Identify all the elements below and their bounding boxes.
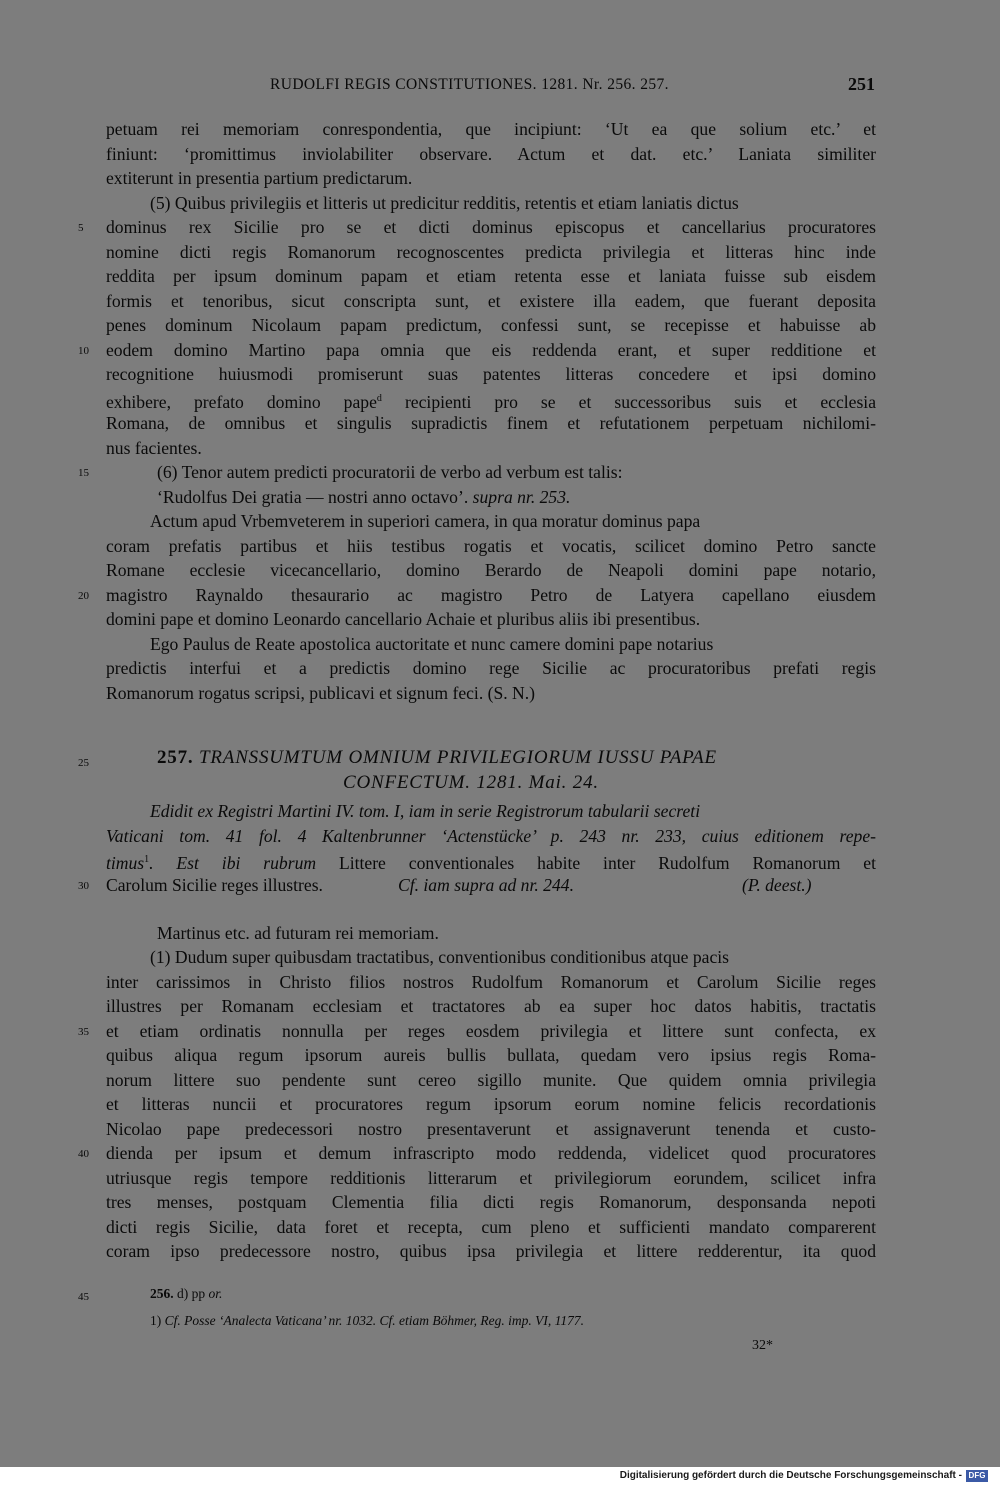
- text-line: (5) Quibus privilegiis et litteris ut predicitur redditis, retentis et etiam laniatis dictus: [150, 193, 739, 213]
- text-line: tres menses, postquam Clementia filia dicti regis Romanorum, desponsanda nepoti: [106, 1192, 876, 1212]
- funding-credit: Digitalisierung gefördert durch die Deutsche Forschungsgemeinschaft -: [619, 1470, 962, 1481]
- editorial-line: Cf. iam supra ad nr. 244.: [398, 875, 574, 895]
- text-line: Nicolao pape predecessori nostro presentaverunt et assignaverunt tenenda et custo-: [106, 1119, 876, 1139]
- line-number: 45: [78, 1291, 89, 1303]
- text-line: domini pape et domino Leonardo cancellario Achaie et pluribus aliis ibi presentibus.: [106, 609, 701, 629]
- text-line: et etiam ordinatis nonnulla per reges eosdem privilegia et littere sunt confecta, ex: [106, 1021, 876, 1041]
- text-line: dominus rex Sicilie pro se et dicti dominus episcopus et cancellarius procuratores: [106, 217, 876, 237]
- text-line: Romana, de omnibus et singulis supradictis finem et refutationem perpetuam nichilomi-: [106, 413, 876, 433]
- editorial-line: Carolum Sicilie reges illustres.: [106, 875, 323, 895]
- text-line: exhibere, prefato domino pape$^d$ recipienti pro se et successoribus suis et ecclesia: [106, 391, 877, 412]
- editorial-line: Edidit ex Registri Martini IV. tom. I, iam in serie Registrorum tabularii secreti: [150, 801, 701, 821]
- text-line: norum littere suo pendente sunt cereo sigillo munite. Que quidem omnia privilegia: [106, 1070, 876, 1090]
- section-number: 257.: [157, 747, 194, 768]
- line-number: 40: [78, 1148, 89, 1160]
- text-line: formis et tenoribus, sicut conscripta sunt, et existere illa eadem, que fuerant deposita: [106, 291, 876, 311]
- text-line: penes dominum Nicolaum papam predictum, confessi sunt, se recepisse et habuisse ab: [106, 315, 876, 335]
- footnote-marker: d: [376, 393, 382, 404]
- text-line: Martinus etc. ad futuram rei memoriam.: [157, 923, 439, 943]
- line-number: 15: [78, 467, 89, 479]
- signature-mark: 32*: [752, 1338, 773, 1353]
- text-line: magistro Raynaldo thesaurario ac magistro Petro de Latyera capellano eiusdem: [106, 585, 876, 605]
- text-line: dicti regis Sicilie, data foret et recepta, cum pleno et sufficienti mandato comparerent: [106, 1217, 876, 1237]
- footnote-1: 1) Cf. Posse ‘Analecta Vaticana’ nr. 1032. Cf. etiam Böhmer, Reg. imp. VI, 1177.: [150, 1313, 584, 1328]
- dfg-logo-icon: DFG: [966, 1470, 988, 1482]
- footnote-marker: 1: [144, 854, 150, 865]
- text-line: et litteras nuncii et procuratores regum ipsorum eorum nomine felicis recordationis: [106, 1094, 876, 1114]
- text-line: Romanorum rogatus scripsi, publicavi et signum feci. (S. N.): [106, 683, 536, 703]
- text-line: predictis interfui et a predictis domino rege Sicilie ac procuratoribus prefati regis: [106, 658, 876, 678]
- line-number: 5: [78, 222, 84, 234]
- text-line: utriusque regis tempore redditionis litterarum et privilegiorum eorundem, scilicet infra: [106, 1168, 876, 1188]
- text-line: coram ipso predecessore nostro, quibus ipsa privilegia et littere redderentur, ita quod: [106, 1241, 876, 1261]
- text-line: petuam rei memoriam conrespondentia, que incipiunt: ‘Ut ea que solium etc.’ et: [106, 119, 876, 139]
- text-line: finiunt: ‘promittimus inviolabiliter observare. Actum et dat. etc.’ Laniata similiter: [106, 144, 876, 164]
- running-header: RUDOLFI REGIS CONSTITUTIONES. 1281. Nr. 256. 257.: [270, 76, 669, 93]
- text-line: nomine dicti regis Romanorum recognoscentes predicta privilegia et litteras hinc inde: [106, 242, 876, 262]
- line-number: 30: [78, 880, 89, 892]
- text-line: extiterunt in presentia partium predictarum.: [106, 168, 413, 188]
- section-title-line-2: CONFECTUM. 1281. Mai. 24.: [343, 772, 599, 793]
- text-line: inter carissimos in Christo filios nostros Rudolfum Romanorum et Carolum Sicilie reges: [106, 972, 876, 992]
- text-line: eodem domino Martino papa omnia que eis reddenda erant, et super redditione et: [106, 340, 876, 360]
- text-line: dienda per ipsum et demum infrascripto modo reddenda, videlicet quod procuratores: [106, 1143, 876, 1163]
- editorial-line: (P. deest.): [742, 875, 812, 895]
- text-line: ‘Rudolfus Dei gratia — nostri anno octavo’. supra nr. 253.: [157, 487, 571, 507]
- line-number: 25: [78, 757, 89, 769]
- section-title: 257. TRANSSUMTUM OMNIUM PRIVILEGIORUM IUSSU PAPAE: [157, 747, 717, 768]
- line-number: 20: [78, 590, 89, 602]
- text-line: Ego Paulus de Reate apostolica auctoritate et nunc camere domini pape notarius: [150, 634, 714, 654]
- editorial-line: Vaticani tom. 41 fol. 4 Kaltenbrunner ‘Actenstücke’ p. 243 nr. 233, cuius editionem repe-: [106, 826, 876, 846]
- text-line: coram prefatis partibus et hiis testibus rogatis et vocatis, scilicet domino Petro sancte: [106, 536, 876, 556]
- line-number: 35: [78, 1026, 89, 1038]
- page-number: 251: [848, 74, 875, 94]
- text-line: (1) Dudum super quibusdam tractatibus, conventionibus conditionibus atque pacis: [150, 947, 730, 967]
- text-line: illustres per Romanam ecclesiam et tractatores ab ea super hoc datos habitis, tractatis: [106, 996, 876, 1016]
- footer-bar: [0, 1467, 1000, 1487]
- editorial-line: timus$^1$. Est ibi rubrum Littere conventionales habite inter Rudolfum Romanorum et: [106, 852, 876, 873]
- text-line: reddita per ipsum dominum papam et etiam retenta esse et laniata fuisse sub eisdem: [106, 266, 876, 286]
- line-number: 10: [78, 345, 89, 357]
- text-line: (6) Tenor autem predicti procuratorii de verbo ad verbum est talis:: [157, 462, 623, 482]
- text-line: recognitione huiusmodi promiserunt suas patentes litteras concedere et ipsi domino: [106, 364, 876, 384]
- text-line: quibus aliqua regum ipsorum aureis bullis bullata, quedam vero ipsius regis Roma-: [106, 1045, 876, 1065]
- footnote-256: 256. d) pp or.: [150, 1286, 223, 1301]
- text-line: Romane ecclesie vicecancellario, domino Berardo de Neapoli domini pape notario,: [106, 560, 876, 580]
- text-line: nus facientes.: [106, 438, 202, 458]
- text-line: Actum apud Vrbemveterem in superiori camera, in qua moratur dominus papa: [150, 511, 701, 531]
